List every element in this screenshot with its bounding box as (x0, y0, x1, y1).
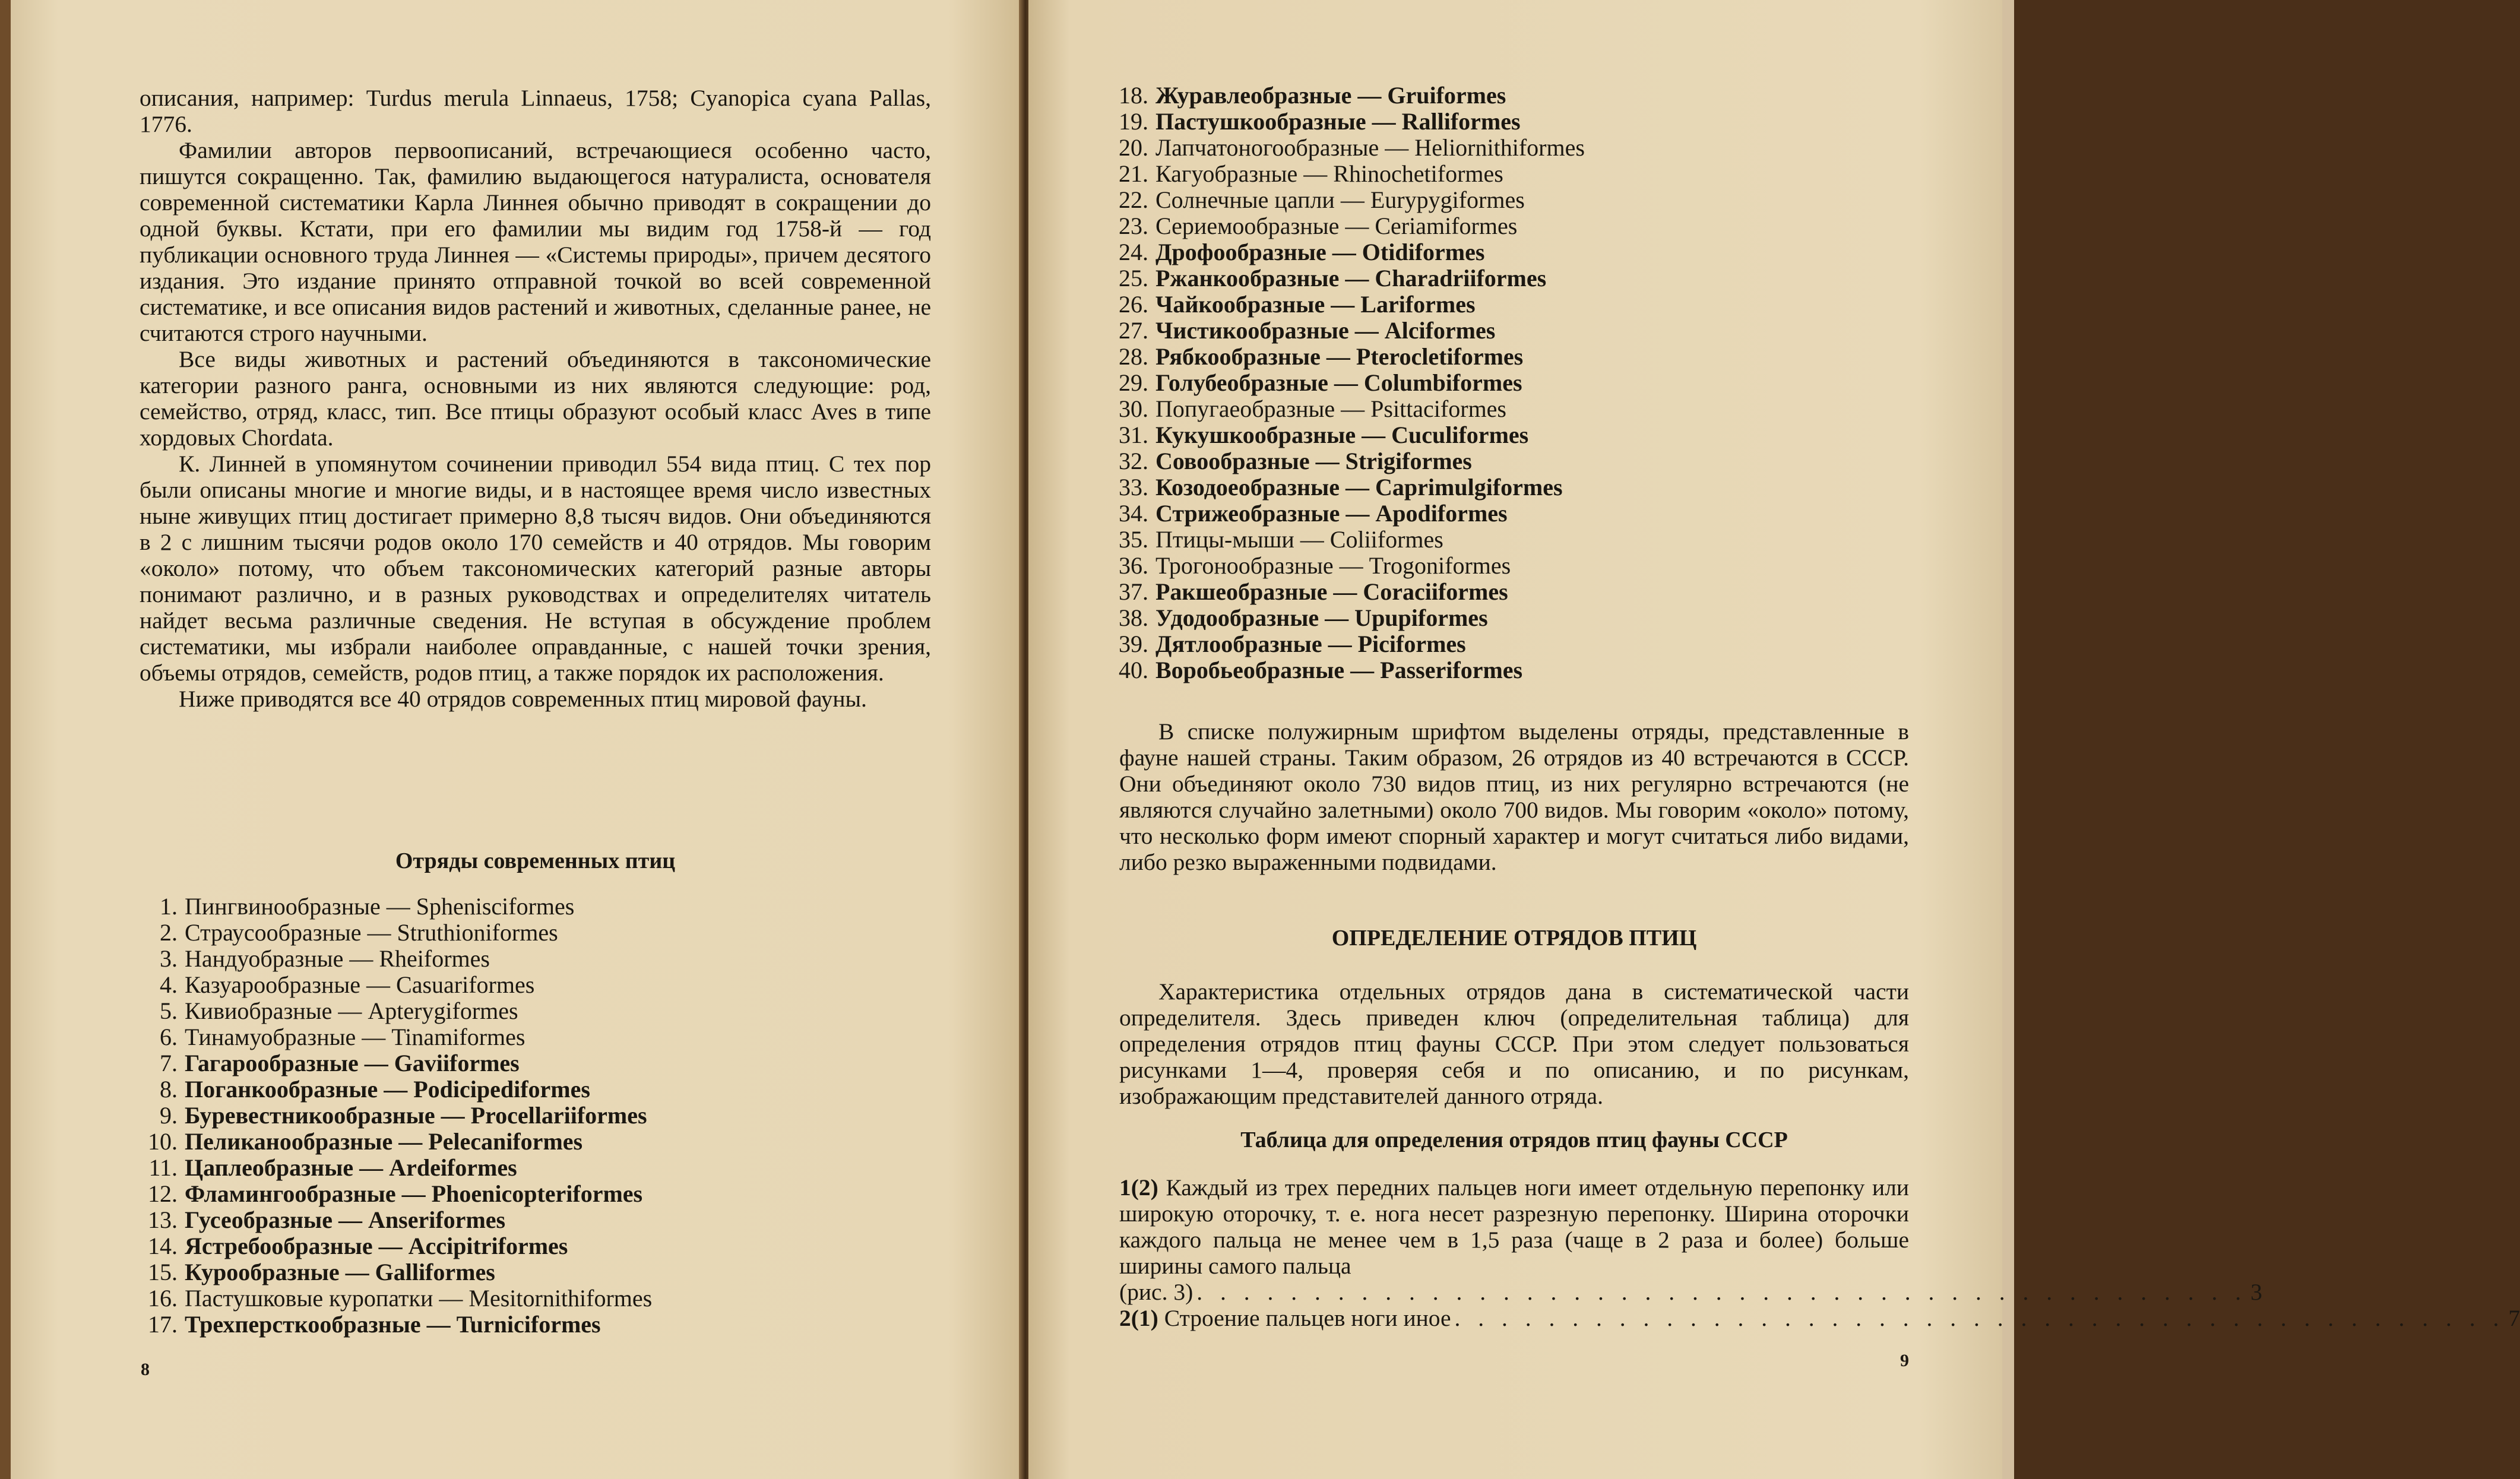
paragraph: Фамилии авторов первоописаний, встречающиеся особенно часто, пишутся сокращенно. Так, фамилию выдающегося натуралиста, основателя современной систематики Карла Линнея обычно приводят в сокращении до одной буквы. Кстати, при его фамилии мы видим год 1758-й — год публикации основного труда Линнея — «Системы природы», причем десятого издания. Это издание принято отправной точкой во всей современной систематике, и все описания видов растений и животных, сделанные ранее, не считаются строго научными. (140, 137, 931, 346)
list-item: 10. Пеликанообразные — Pelecaniformes (148, 1128, 583, 1155)
paragraph: К. Линней в упомянутом сочинении приводил 554 вида птиц. С тех пор были описаны многие и многие виды, и в настоящее время число известных ныне живущих птиц достигает примерно 8,8 тысяч видов. Они объединяются в 2 с лишним тысячи родов около 170 семейств и 40 отрядов. Мы говорим «около» потому, что объем таксономических категорий разные авторы понимают различно, и в разных руководствах и определителях читатель найдет весьма различные сведения. Не вступая в обсуждение проблем систематики, мы избрали наиболее оправданные, с нашей точки зрения, объемы отрядов, семейств, родов птиц, а также порядок их расположения. (140, 451, 931, 686)
right-body-text (1119, 718, 1909, 875)
list-item: 27. Чистикообразные — Alciformes (1119, 317, 1496, 344)
list-item: 2. Страусообразные — Struthioniformes (160, 919, 558, 946)
list-item: 31. Кукушкообразные — Cuculiformes (1119, 422, 1529, 448)
list-item: 24. Дрофообразные — Otidiformes (1119, 239, 1485, 265)
key-number: 1(2) (1119, 1174, 1158, 1201)
list-item: 35. Птицы-мыши — Coliiformes (1119, 526, 1443, 553)
orders-list-right (1110, 83, 1585, 683)
list-item: 29. Голубеобразные — Columbiformes (1119, 369, 1522, 396)
list-item: 30. Попугаеобразные — Psittaciformes (1119, 395, 1506, 422)
list-item: 36. Трогонообразные — Trogoniformes (1119, 552, 1511, 579)
list-item: 23. Сериемообразные — Ceriamiformes (1119, 213, 1518, 239)
orders-list-left (140, 894, 652, 1338)
list-item: 6. Тинамуобразные — Tinamiformes (160, 1024, 525, 1050)
leader-dots: . . . . . . . . . . . . . . . . . . . . . . . . . . . . . . . . . . . . . . . . . . . . . (1454, 1305, 2505, 1331)
list-item: 1. Пингвинообразные — Sphenisciformes (160, 893, 575, 920)
list-item: 16. Пастушковые куропатки — Mesitornithiformes (148, 1285, 653, 1312)
list-item: 17. Трехперсткообразные — Turniciformes (148, 1311, 601, 1338)
list-item: 33. Козодоеобразные — Caprimulgiformes (1119, 474, 1563, 501)
paragraph: Ниже приводятся все 40 отрядов современных птиц мировой фауны. (179, 686, 867, 712)
key-reference: 3 (2250, 1279, 2262, 1305)
determination-text (1119, 978, 1909, 1109)
list-item: 15. Курообразные — Galliformes (148, 1259, 495, 1285)
list-item: 8. Поганкообразные — Podicipediformes (160, 1076, 590, 1103)
key-reference: 7 (2508, 1305, 2520, 1331)
paragraph: В списке полужирным шрифтом выделены отряды, представленные в фауне нашей страны. Таким образом, 26 отрядов из 40 встречаются в СССР. Они объединяют около 730 видов птиц, из них регулярно встречаются (не являются случайно залетными) около 700 видов. Мы говорим «около» потому, что несколько форм имеют спорный характер и могут считаться либо видами, либо резко выраженными подвидами. (1119, 718, 1909, 875)
list-item: 28. Рябкообразные — Pterocletiformes (1119, 343, 1524, 370)
list-item: 13. Гусеобразные — Anseriformes (148, 1206, 506, 1233)
list-item: 22. Солнечные цапли — Eurypygiformes (1119, 186, 1525, 213)
list-item: 40. Воробьеобразные — Passeriformes (1119, 657, 1523, 683)
list-item: 32. Совообразные — Strigiformes (1119, 448, 1472, 474)
list-item: 4. Казуарообразные — Casuariformes (160, 971, 535, 998)
key-table-heading: Таблица для определения отрядов птиц фауны СССР (1240, 1128, 1788, 1152)
list-item: 14. Ястребообразные — Accipitriformes (148, 1233, 568, 1259)
key-number: 2(1) (1119, 1305, 1158, 1331)
list-item: 25. Ржанкообразные — Charadriiformes (1119, 265, 1547, 292)
list-item: 20. Лапчатоногообразные — Heliornithiformes (1119, 134, 1585, 161)
page-number: 9 (1900, 1351, 1909, 1370)
list-item: 19. Пастушкообразные — Ralliformes (1119, 108, 1521, 135)
orders-heading: Отряды современных птиц (395, 848, 676, 873)
key-entry (1119, 1305, 2520, 1331)
book-edge-left (0, 0, 11, 1479)
leader-dots: . . . . . . . . . . . . . . . . . . . . . . . . . . . . . . . . . . . . . . . . . . . . . (1196, 1279, 2247, 1305)
paragraph: описания, например: Turdus merula Linnaeus, 1758; Cyanopica cyana Pallas, 1776. (140, 85, 931, 137)
list-item: 38. Удодообразные — Upupiformes (1119, 604, 1488, 631)
list-item: 7. Гагарообразные — Gaviiformes (160, 1050, 520, 1076)
key-text: Строение пальцев ноги иное (1164, 1305, 1451, 1331)
key-text: Каждый из трех передних пальцев ноги имеет отдельную перепонку или широкую оторочку, т. е. нога несет разрезную перепонку. Ширина оторочки каждого пальца не менее чем в 1,5 раза (чаще в 2 раза и более) больше ширины самого пальца (1119, 1174, 1909, 1279)
list-item: 11. Цаплеобразные — Ardeiformes (148, 1154, 517, 1181)
list-item: 3. Нандуобразные — Rheiformes (160, 945, 490, 972)
page-number: 8 (141, 1360, 150, 1379)
list-item: 21. Кагуобразные — Rhinochetiformes (1119, 160, 1503, 187)
list-item: 37. Ракшеобразные — Coraciiformes (1119, 578, 1508, 605)
list-item: 9. Буревестникообразные — Procellariiformes (160, 1102, 647, 1129)
section-heading: ОПРЕДЕЛЕНИЕ ОТРЯДОВ ПТИЦ (1331, 926, 1697, 951)
left-body-text (140, 85, 931, 712)
book-edge-right (2002, 0, 2014, 1479)
list-item: 18. Журавлеобразные — Gruiformes (1119, 82, 1506, 109)
list-item: 5. Кивиобразные — Apterygiformes (160, 997, 518, 1024)
paragraph: Характеристика отдельных отрядов дана в систематической части определителя. Здесь приведен ключ (определительная таблица) для определения отрядов птиц фауны СССР. При этом следует пользоваться рисунками 1—4, проверяя себя и по описанию, и по рисункам, изображающим представителей данного отряда. (1119, 978, 1909, 1109)
key-tail: (рис. 3) (1119, 1279, 1193, 1305)
list-item: 12. Фламингообразные — Phoenicopteriformes (148, 1180, 643, 1207)
list-item: 34. Стрижеобразные — Apodiformes (1119, 500, 1508, 527)
list-item: 26. Чайкообразные — Lariformes (1119, 291, 1476, 318)
paragraph: Все виды животных и растений объединяются в таксономические категории разного ранга, основными из них являются следующие: род, семейство, отряд, класс, тип. Все птицы образуют особый класс Aves в типе хордовых Chordata. (140, 346, 931, 451)
list-item: 39. Дятлообразные — Piciformes (1119, 631, 1466, 657)
key-entry (1119, 1174, 2262, 1305)
